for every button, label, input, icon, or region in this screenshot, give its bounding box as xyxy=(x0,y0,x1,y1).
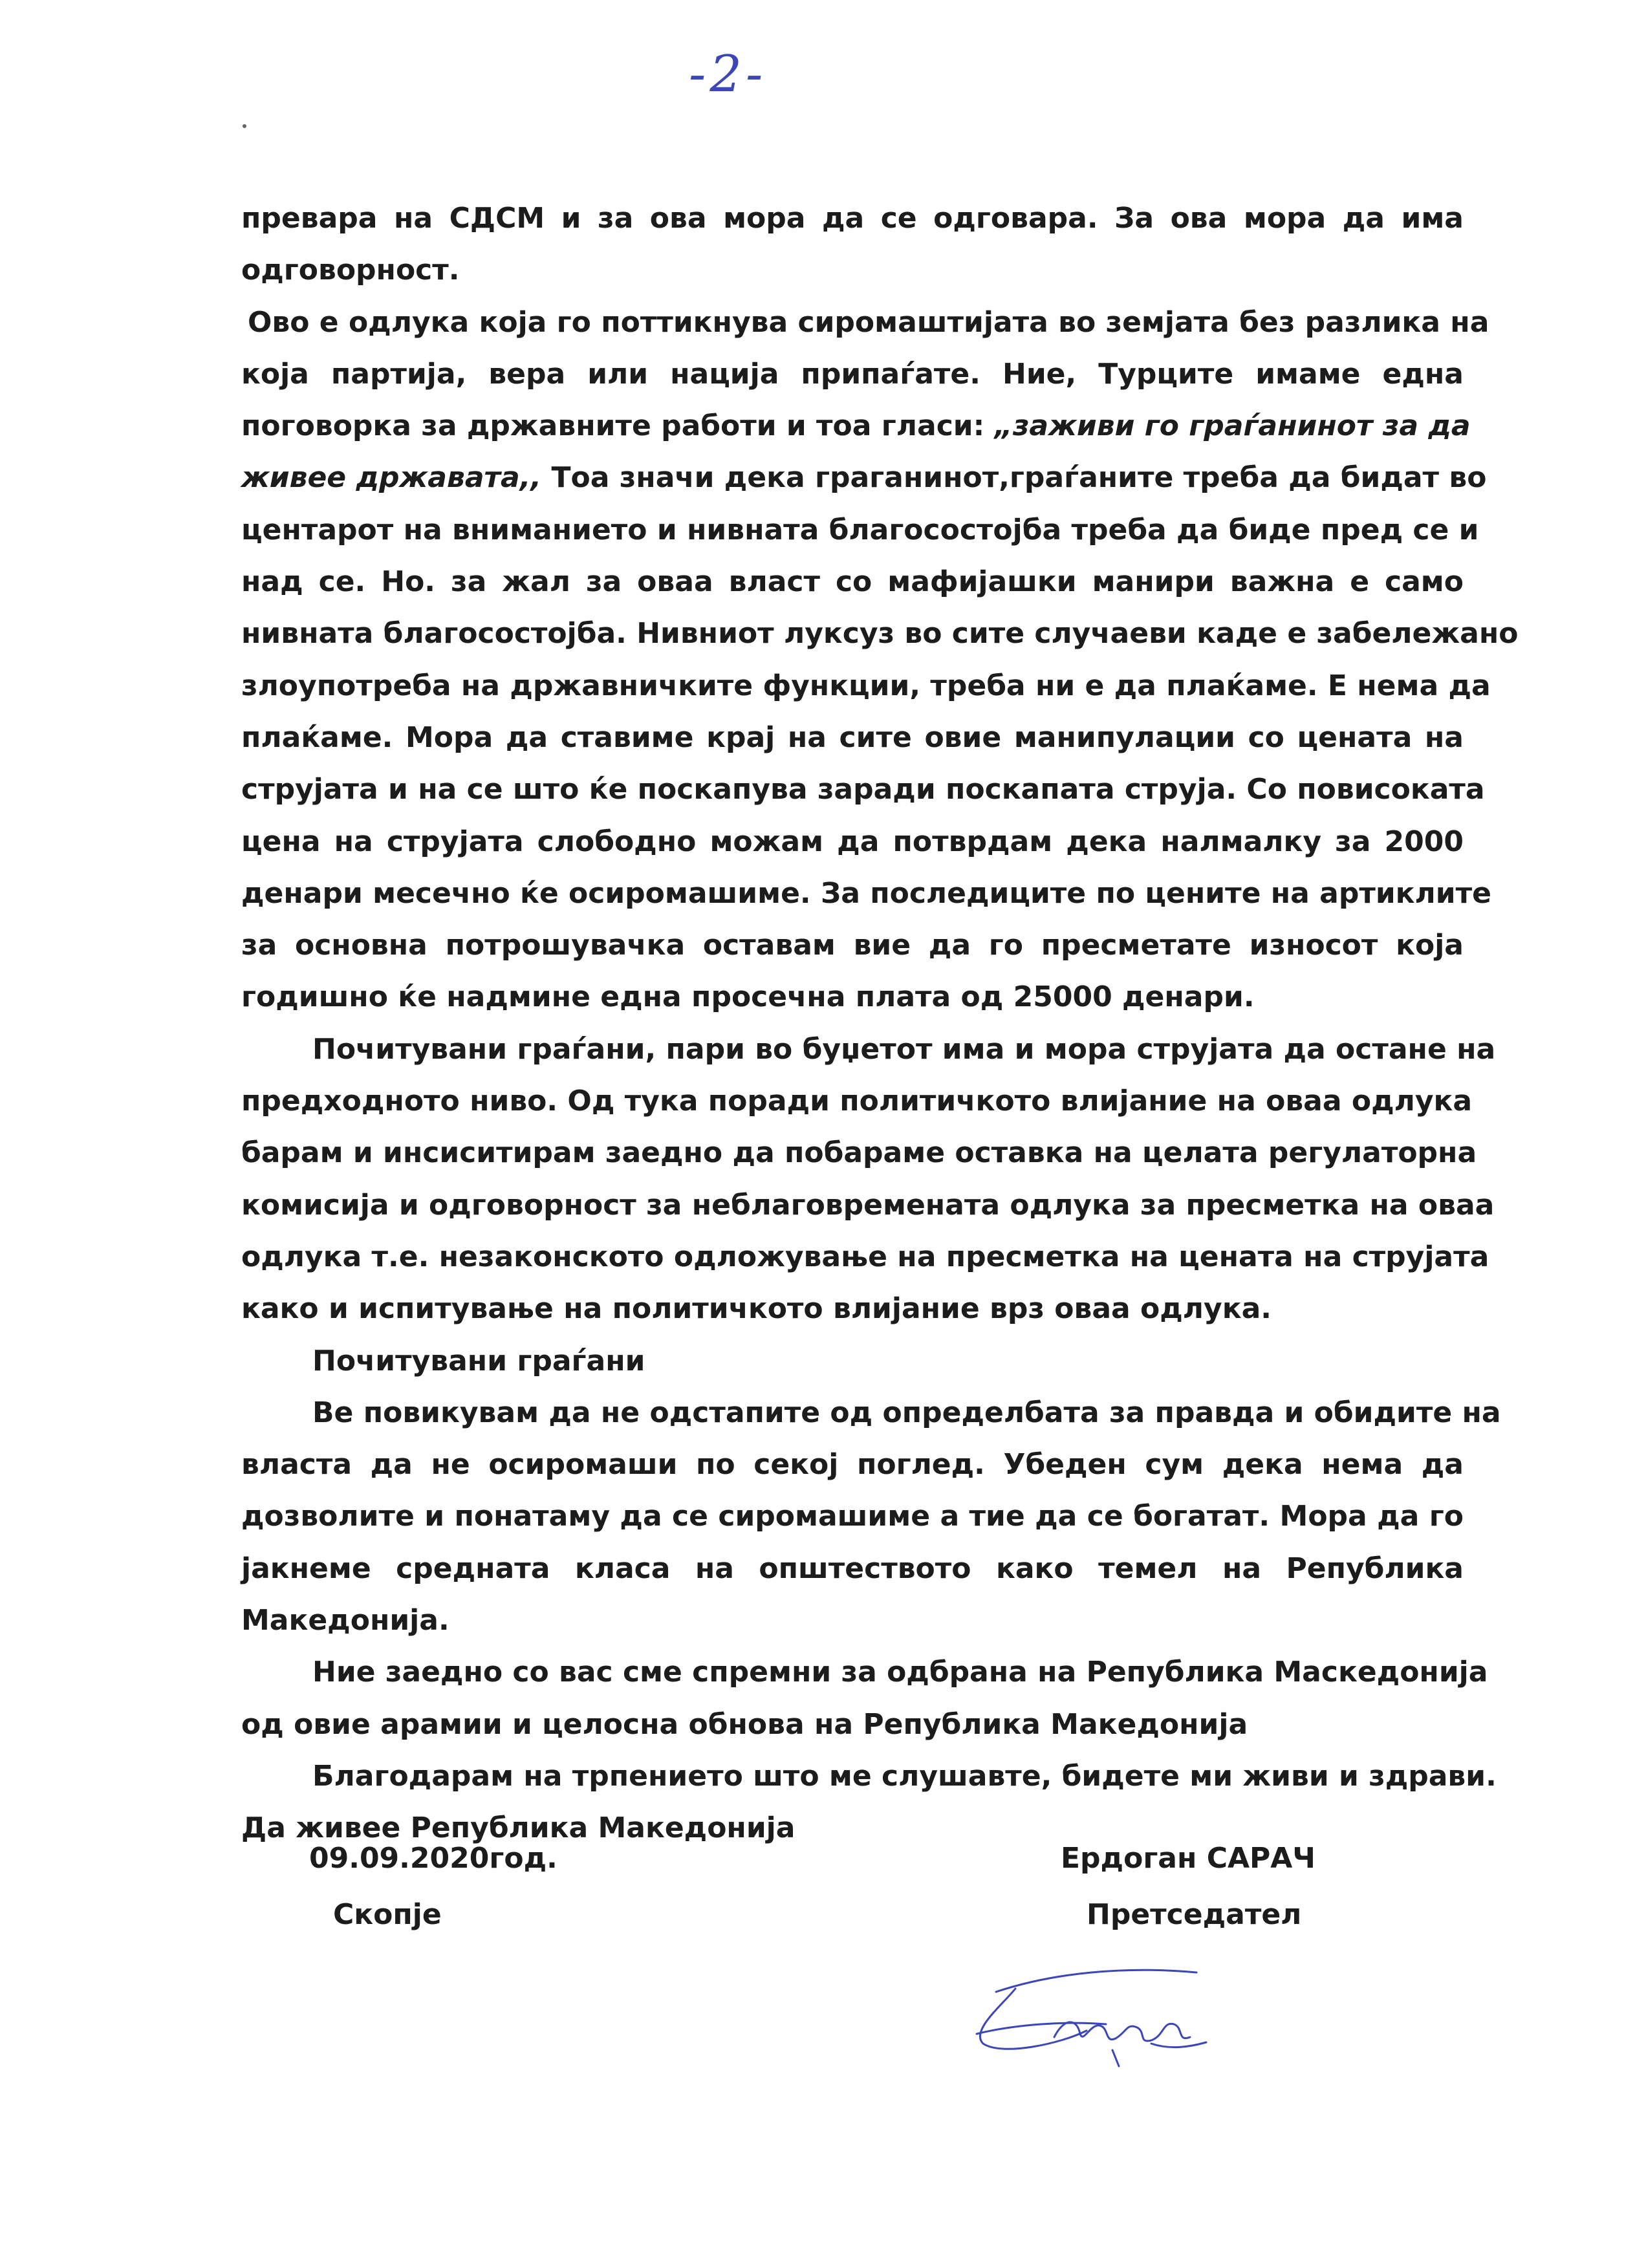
text-line: Ние заедно со вас сме спремни за одбрана на Република Маскедонија xyxy=(312,1656,1488,1689)
text-segment: Тоа значи дека граганинот,граѓаните треба да бидат во xyxy=(551,461,1487,495)
text-line: струјата и на се што ќе поскапува заради поскапата струја. Со повисоката xyxy=(241,773,1485,806)
paragraph-2 xyxy=(241,297,1519,1024)
text-line: цена на струјата слободно можам да потврдам дека налмалку за 2000 xyxy=(241,825,1464,858)
text-line: одлука т.е. незаконското одложување на пресметка на цената на струјата xyxy=(241,1240,1489,1273)
paragraph-5 xyxy=(241,1387,1501,1647)
text-line: како и испитување на политичкото влијание врз оваа одлука. xyxy=(241,1292,1272,1326)
text-segment: поговорка за државните работи и тоа гласи: xyxy=(241,409,985,443)
text-line xyxy=(241,400,1471,452)
text-line: власта да не осиромаши по секој поглед. Убеден сум дека нема да xyxy=(241,1448,1464,1482)
text-line: Македонија. xyxy=(241,1604,449,1637)
text-line: Благодарам на трпението што ме слушавте, бидете ми живи и здрави. xyxy=(312,1759,1497,1793)
text-line: за основна потрошувачка оставам вие да го пресметате износот која xyxy=(241,929,1464,962)
letter-place: Скопје xyxy=(333,1898,442,1931)
paragraph-1 xyxy=(241,193,1464,297)
italic-quote-end: живее државата,, xyxy=(241,461,542,495)
page-number: -2- xyxy=(689,45,767,103)
signatory-title: Претседател xyxy=(1087,1898,1302,1931)
text-line: Почитувани граѓани, пари во буџетот има и мора струјата да остане на xyxy=(312,1032,1496,1066)
text-line: годишно ќе надмине една просечна плата од 25000 денари. xyxy=(241,980,1255,1014)
text-line: плаќаме. Мора да ставиме крај на сите овие манипулации со цената на xyxy=(241,720,1464,754)
text-line: јакнеме средната класа на општеството како темел на Република xyxy=(241,1551,1464,1585)
italic-quote: „заживи го граѓанинот за да xyxy=(994,409,1471,443)
paragraph-7 xyxy=(241,1751,1497,1855)
text-line: Да живее Република Македонија xyxy=(241,1811,796,1845)
letter-body xyxy=(241,193,1519,1855)
text-line: барам и инсиситирам заедно да побараме оставка на целата регулаторна xyxy=(241,1136,1477,1170)
text-line: превара на СДСМ и за ова мора да се одговара. За ова мора да има xyxy=(241,202,1464,235)
text-line: Ово е одлука која го поттикнува сиромаштијата во земјата без разлика на xyxy=(248,305,1489,339)
text-line: која партија, вера или нација припаѓате. Ние, Турците имаме една xyxy=(241,357,1464,391)
paragraph-4 xyxy=(241,1335,1464,1387)
text-line: нивната благосостојба. Нивниот луксуз во сите случаеви каде е забележано xyxy=(241,617,1519,651)
text-line: одговорност. xyxy=(241,254,460,287)
text-line: Почитувани граѓани xyxy=(312,1344,645,1377)
text-line: Ве повикувам да не одстапите од определбата за правда и обидите на xyxy=(312,1396,1501,1429)
text-line: предходното ниво. Од тука поради политичкото влијание на оваа одлука xyxy=(241,1085,1473,1118)
handwritten-signature xyxy=(957,1953,1229,2082)
scan-speck xyxy=(243,124,246,128)
text-line: злоупотреба на државничките функции, треба ни е да плаќаме. Е нема да xyxy=(241,669,1491,702)
signatory-name: Ердоган САРАЧ xyxy=(1061,1842,1316,1875)
text-line: комисија и одговорност за неблаговремената одлука за пресметка на оваа xyxy=(241,1188,1495,1222)
text-line xyxy=(241,452,1487,504)
text-line: центарот на вниманието и нивната благосостојба треба да биде пред се и xyxy=(241,513,1479,546)
text-line: од овие арамии и целосна обнова на Република Македонија xyxy=(241,1707,1248,1741)
text-line: дозволите и понатаму да се сиромашиме а тие да се богатат. Мора да го xyxy=(241,1500,1464,1533)
letter-date: 09.09.2020год. xyxy=(309,1842,558,1875)
text-line: над се. Но. за жал за оваа власт со мафијашки манири важна е само xyxy=(241,565,1464,599)
paragraph-6 xyxy=(241,1647,1488,1751)
paragraph-3 xyxy=(241,1024,1496,1335)
text-line: денари месечно ќе осиромашиме. За последиците по цените на артиклите xyxy=(241,876,1491,910)
